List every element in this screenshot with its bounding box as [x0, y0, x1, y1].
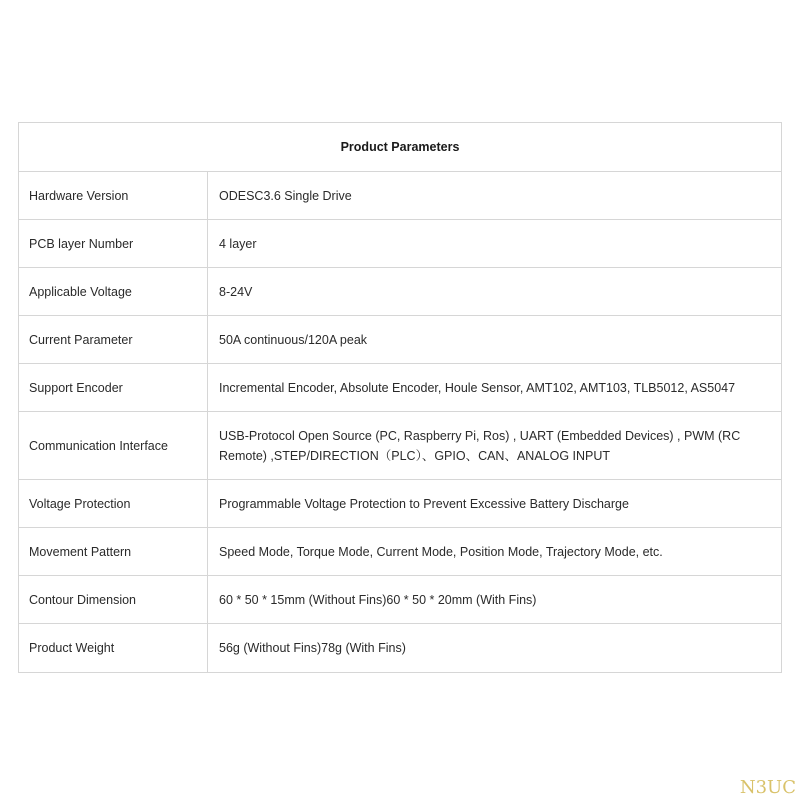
- row-value: Speed Mode, Torque Mode, Current Mode, Position Mode, Trajectory Mode, etc.: [219, 544, 663, 559]
- row-label: PCB layer Number: [19, 220, 208, 267]
- table-row: [19, 624, 781, 672]
- watermark-text: N3UC: [739, 777, 796, 798]
- table-title: Product Parameters: [19, 123, 781, 172]
- row-label: Hardware Version: [19, 172, 208, 219]
- row-value: 60 * 50 * 15mm (Without Fins)60 * 50 * 20mm (With Fins): [219, 592, 537, 607]
- table-row: [19, 268, 781, 316]
- row-label: Product Weight: [19, 624, 208, 672]
- product-parameters-table: [18, 122, 782, 673]
- table-row: [19, 412, 781, 480]
- row-value: USB-Protocol Open Source (PC, Raspberry Pi, Ros) , UART (Embedded Devices) , PWM (RC Remote) ,STEP/DIRECTION（PLC）、GPIO、CAN、ANALOG INPUT: [219, 428, 741, 463]
- table-row: [19, 480, 781, 528]
- table-row: [19, 576, 781, 624]
- row-value: 50A continuous/120A peak: [219, 332, 368, 347]
- row-label: Applicable Voltage: [19, 268, 208, 315]
- row-label: Voltage Protection: [19, 480, 208, 527]
- row-label: Communication Interface: [19, 412, 208, 479]
- row-label: Support Encoder: [19, 364, 208, 411]
- table-row: [19, 364, 781, 412]
- row-value: Programmable Voltage Protection to Prevent Excessive Battery Discharge: [219, 496, 629, 511]
- table-row: [19, 528, 781, 576]
- table-row: [19, 172, 781, 220]
- row-value: 56g (Without Fins)78g (With Fins): [219, 641, 406, 655]
- row-label: Current Parameter: [19, 316, 208, 363]
- row-label: Movement Pattern: [19, 528, 208, 575]
- row-label: Contour Dimension: [19, 576, 208, 623]
- row-value: 8-24V: [219, 284, 253, 299]
- row-value: Incremental Encoder, Absolute Encoder, Houle Sensor, AMT102, AMT103, TLB5012, AS5047: [219, 380, 736, 395]
- table-row: [19, 220, 781, 268]
- row-value: ODESC3.6 Single Drive: [219, 188, 352, 203]
- table-row: [19, 316, 781, 364]
- row-value: 4 layer: [219, 236, 257, 251]
